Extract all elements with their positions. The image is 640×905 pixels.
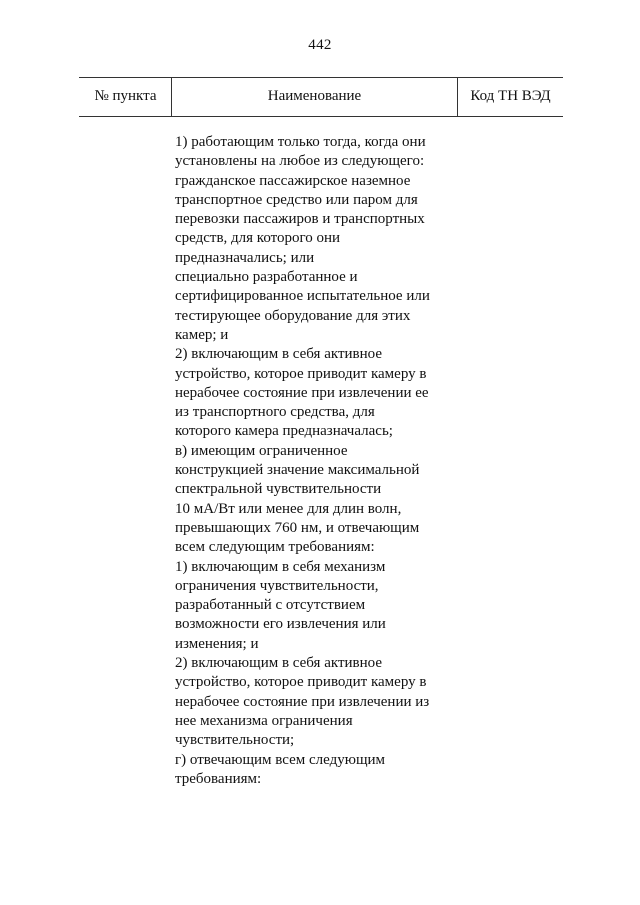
text-line: 10 мА/Вт или менее для длин волн,: [175, 500, 402, 517]
text-line: г) отвечающим всем следующим: [175, 751, 386, 768]
column-header-item-number: № пункта: [94, 88, 157, 104]
text-line: нерабочее состояние при извлечении ее: [175, 384, 429, 401]
text-line: возможности его извлечения или: [175, 616, 386, 633]
text-line: устройство, которое приводит камеру в: [175, 365, 427, 382]
text-line: установлены на любое из следующего:: [175, 153, 425, 170]
text-line: чувствительности;: [175, 732, 295, 749]
text-line: транспортное средство или паром для: [175, 191, 418, 208]
text-line: изменения; и: [175, 635, 259, 652]
text-line: всем следующим требованиям:: [175, 539, 375, 556]
text-line: тестирующее оборудование для этих: [175, 307, 411, 324]
table-header-top-rule: [79, 77, 563, 78]
text-line: предназначались; или: [175, 249, 315, 266]
text-line: требованиям:: [175, 770, 262, 787]
text-line: 1) работающим только тогда, когда они: [175, 134, 426, 150]
text-line: гражданское пассажирское наземное: [175, 172, 411, 189]
table-header-bottom-rule: [79, 116, 563, 117]
text-line: конструкцией значение максимальной: [175, 462, 420, 479]
text-line: превышающих 760 нм, и отвечающим: [175, 519, 420, 536]
text-line: 2) включающим в себя активное: [175, 346, 382, 363]
column-header-tn-ved-code: Код ТН ВЭД: [470, 88, 551, 104]
text-line: устройство, которое приводит камеру в: [175, 674, 427, 691]
page-number: 442: [308, 37, 332, 53]
text-line: сертифицированное испытательное или: [175, 288, 430, 305]
text-line: 2) включающим в себя активное: [175, 655, 382, 672]
text-line: средств, для которого они: [175, 230, 341, 247]
text-line: нее механизма ограничения: [175, 712, 353, 729]
column-header-name: Наименование: [267, 88, 362, 104]
text-line: ограничения чувствительности,: [175, 577, 379, 594]
text-line: в) имеющим ограниченное: [175, 442, 348, 459]
text-line: камер; и: [175, 326, 229, 343]
text-line: 1) включающим в себя механизм: [175, 558, 386, 575]
description-text: [175, 133, 465, 789]
text-line: из транспортного средства, для: [175, 404, 375, 421]
text-line: спектральной чувствительности: [175, 481, 382, 498]
text-line: нерабочее состояние при извлечении из: [175, 693, 430, 710]
text-line: специально разработанное и: [175, 269, 358, 286]
text-line: которого камера предназначалась;: [175, 423, 393, 440]
text-line: перевозки пассажиров и транспортных: [175, 211, 425, 228]
text-line: разработанный с отсутствием: [175, 597, 366, 614]
